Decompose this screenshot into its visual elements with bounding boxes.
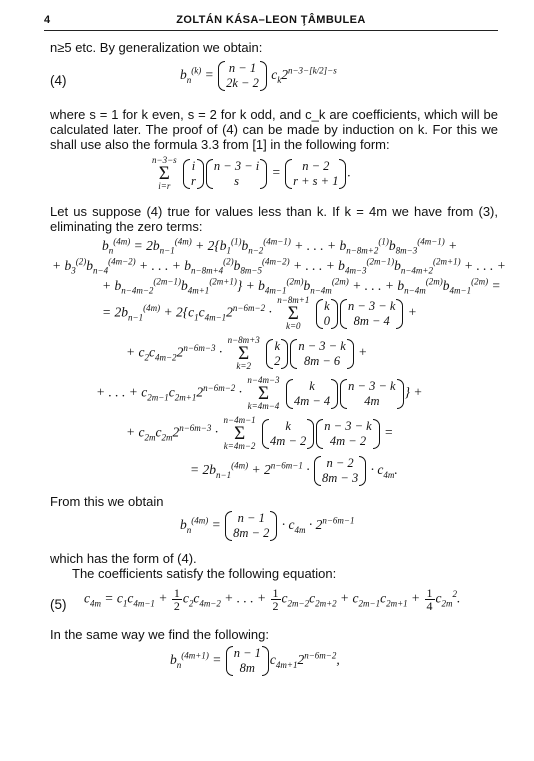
derivation-line-4: = $2b_{n-1}^{(4m)} + 2\{c_1c_{4m-1}2^{n-6m-2} \cdot n-8m+1$ Σ k=0 k 0 n − 3 − k 8m − 4 + [102,295,417,331]
derivation-line-6: + . . . + $c_{2m-1}c_{2m+1}2^{n-6m-2} \cdot n-4m-3$ Σ k=4m−4 k 4m − 4 n − 3 − k 4m } + [96,375,423,411]
equation-4-body: $b_n^{(k)}$ = n − 1 2k − 2 $c_k2^{n-3-[k/2]-s}$ [180,61,337,90]
derivation-line-7: + $c_{2m}c_{2m}2^{n-6m-3} \cdot n-4m-1$ Σ k=4m−2 k 4m − 2 n − 3 − k 4m − 2 = [126,415,394,451]
derivation-line-2: + $b_3^{(2)}b_{n-4}^{(4m-2)}$ + . . . + $b_{n-8m+4}^{(2)}b_{8m-5}^{(4m-2)}$ + . . . + $b_{4m-3}^{(2m-1)}b_{n-4m+2}^{(2m+1)}$ + . . . + [52,256,506,276]
derivation-line-1: $b_n^{(4m)} = 2b_{n-1}^{(4m)} + 2\{b_1^{(1)}b_{n-2}^{(4m-1)}$ + . . . + $b_{n-8m+2}^{(1)}b_{8m-3}^{(4m-1)}$ + [102,236,458,256]
page-body [50,40,506,682]
equation-tag-4: (4) [50,73,67,88]
coefficients-line: The coefficients satisfy the following equation: [72,566,337,581]
equation-5: (5) $c_{4m} = c_1c_{4m-1}$ + $\frac{1}{2}$ $c_2c_{4m-2}$ + . . . + $\frac{1}{2}$ $c_{2m-2}c_{2m+2} + c_{2m-1}c_{2m+1}$ + $\frac{1}{4}$ $c_{2m}^2$. [50,586,461,613]
running-title: ZOLTÁN KÁSA–LEON ŢÂMBULEA [176,14,366,26]
equation-final: $b_n^{(4m+1)}$ = n − 1 8m $c_{4m+1}2^{n-6m-2}$, [170,646,340,675]
derivation-line-8: = $2b_{n-1}^{(4m)} + 2^{n-6m-1}$ · n − 2 8m − 3 · $c_{4m}$. [190,456,398,485]
equation-identity [50,156,498,200]
paragraph-coefficients: where s = 1 for k even, s = 2 for k odd, and c_k are coefficients, which will be calculated later. The proof of (4) can be made by induction on k. For this we shall use also the formula 3.3 from [1] in the following form: [50,107,498,152]
paragraph-induction: Let us suppose (4) true for values less than k. If k = 4m we have from (3), eliminating the zero terms: [50,204,498,234]
page-number: 4 [44,14,51,26]
has-form-line: which has the form of (4). [50,551,197,566]
from-this-line: From this we obtain [50,494,164,509]
running-header [44,14,498,31]
intro-line: n≥5 etc. By generalization we obtain: [50,40,263,55]
same-way-line: In the same way we find the following: [50,627,269,642]
equation-result: $b_n^{(4m)}$ = n − 1 8m − 2 · $c_{4m} \cdot 2^{n-6m-1}$ [180,511,355,540]
derivation-line-3: + $b_{n-4m-2}^{(2m-1)}b_{4m+1}^{(2m+1)}\} + b_{4m-1}^{(2m)}b_{n-4m}^{(2m)}$ + . . . + $b_{n-4m}^{(2m)}b_{4m-1}^{(2m)}$ = [102,276,501,296]
equation-tag-5: (5) [50,597,67,612]
derivation-line-5: + $c_2c_{4m-2}2^{n-6m-3} \cdot n-8m+3$ Σ k=2 k 2 n − 3 − k 8m − 6 + [126,335,368,371]
identity-body: n−3−s Σ i=r i r n − 3 − i s = n − 2 r + s + 1 . [152,155,351,191]
equation-4 [50,61,498,101]
